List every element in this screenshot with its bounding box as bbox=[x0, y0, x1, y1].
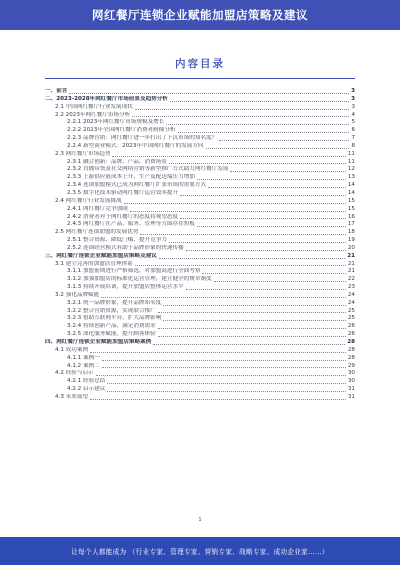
toc-leader-dots bbox=[159, 257, 345, 259]
toc-entry-page: 28 bbox=[347, 354, 355, 361]
toc-entry-page: 3 bbox=[351, 88, 355, 94]
toc-entry[interactable] bbox=[45, 119, 355, 127]
toc-entry-label: 2.4 网红餐厅行业发展挑战 bbox=[55, 197, 122, 204]
toc-entry-page: 3 bbox=[351, 103, 355, 110]
toc-entry[interactable] bbox=[45, 331, 355, 339]
toc-entry-page: 16 bbox=[347, 213, 355, 220]
toc-entry-page: 21 bbox=[347, 260, 355, 267]
toc-entry-label: 2.2.1 2023年网红餐厅市场规模及增长 bbox=[67, 119, 165, 126]
toc-entry[interactable] bbox=[45, 127, 355, 135]
toc-entry-page: 21 bbox=[347, 268, 355, 275]
document-title: 网红餐厅连锁企业赋能加盟店策略及建议 bbox=[92, 8, 308, 22]
toc-entry-page: 30 bbox=[347, 378, 355, 385]
toc-leader-dots bbox=[107, 382, 345, 384]
toc-entry[interactable] bbox=[45, 88, 355, 96]
toc-entry[interactable] bbox=[45, 143, 355, 151]
toc-leader-dots bbox=[180, 217, 346, 219]
table-of-contents bbox=[45, 88, 355, 402]
toc-leader-dots bbox=[102, 366, 346, 368]
toc-entry-label: 3.2.4 持续创新产品，满足消费需求 bbox=[67, 323, 156, 330]
toc-entry[interactable] bbox=[45, 237, 355, 245]
toc-entry[interactable] bbox=[45, 159, 355, 167]
toc-entry-label: 4.2.1 经验总结 bbox=[67, 378, 106, 385]
toc-leader-dots bbox=[158, 311, 346, 313]
toc-entry-label: 2.3.4 连锁加盟模式已成为网红餐厅扩张市场的重要方式 bbox=[67, 182, 207, 189]
toc-entry[interactable] bbox=[45, 378, 355, 386]
toc-entry-label: 4.3 未来展望 bbox=[55, 393, 89, 400]
toc-entry-page: 25 bbox=[347, 315, 355, 322]
toc-entry-page: 8 bbox=[351, 142, 355, 149]
toc-leader-dots bbox=[69, 92, 349, 94]
toc-leader-dots bbox=[96, 374, 346, 376]
toc-entry[interactable] bbox=[45, 347, 355, 355]
toc-entry-page: 5 bbox=[351, 119, 355, 126]
toc-leader-dots bbox=[166, 123, 349, 125]
toc-entry[interactable] bbox=[45, 206, 355, 214]
toc-entry-page: 14 bbox=[347, 189, 355, 196]
toc-entry-label: 4.1.2 案例二 bbox=[67, 362, 100, 369]
toc-leader-dots bbox=[206, 147, 350, 149]
toc-entry-label: 2.3.3 上游供应链成本上升、生产及配送端压力增加 bbox=[67, 174, 195, 181]
toc-entry-page: 17 bbox=[347, 221, 355, 228]
footer-banner bbox=[0, 537, 400, 565]
toc-entry[interactable] bbox=[45, 268, 355, 276]
toc-entry[interactable] bbox=[45, 300, 355, 308]
toc-entry[interactable] bbox=[45, 174, 355, 182]
toc-entry-page: 15 bbox=[347, 197, 355, 204]
toc-leader-dots bbox=[158, 335, 346, 337]
toc-heading: 内容目录 bbox=[175, 58, 225, 70]
toc-entry-page: 12 bbox=[347, 166, 355, 173]
toc-entry-label: 3.2 强化品牌赋能 bbox=[55, 291, 100, 298]
toc-leader-dots bbox=[197, 225, 346, 227]
toc-entry-label: 2.3.2 直播带货及社交网络营销等新型推广方式助力网红餐厅发展 bbox=[67, 166, 229, 173]
toc-entry-label: 4.1.1 案例一 bbox=[67, 354, 100, 361]
toc-entry-label: 2.4.3 网红餐厅在产品、服务、管理等方面存在短板 bbox=[67, 221, 195, 228]
toc-entry[interactable] bbox=[45, 151, 355, 159]
toc-entry-label: 一、前言 bbox=[45, 88, 68, 94]
toc-entry[interactable] bbox=[45, 284, 355, 292]
toc-entry[interactable] bbox=[45, 355, 355, 363]
toc-entry-page: 28 bbox=[347, 339, 355, 345]
toc-leader-dots bbox=[208, 186, 346, 188]
toc-entry-label: 4.1 成功案例 bbox=[55, 346, 89, 353]
toc-entry-page: 28 bbox=[347, 346, 355, 353]
toc-entry-page: 4 bbox=[351, 111, 355, 118]
toc-entry-page: 11 bbox=[347, 150, 355, 157]
toc-entry-page: 31 bbox=[347, 393, 355, 400]
toc-entry-page: 24 bbox=[347, 299, 355, 306]
toc-entry[interactable] bbox=[45, 370, 355, 378]
toc-entry[interactable] bbox=[45, 214, 355, 222]
toc-entry[interactable] bbox=[45, 221, 355, 229]
toc-entry-label: 3.2.3 借助互联网平台，扩大品牌影响 bbox=[67, 315, 162, 322]
toc-leader-dots bbox=[102, 359, 346, 361]
toc-entry[interactable] bbox=[45, 112, 355, 120]
toc-leader-dots bbox=[132, 115, 349, 117]
toc-leader-dots bbox=[90, 398, 346, 400]
toc-entry[interactable] bbox=[45, 363, 355, 371]
toc-entry-label: 2.3.5 数字化技术驱动网红餐厅运营效率提升 bbox=[67, 189, 179, 196]
toc-entry-label: 2.4.1 网红餐厅竞争加剧 bbox=[67, 205, 128, 212]
toc-entry-page: 21 bbox=[347, 252, 355, 259]
toc-entry[interactable] bbox=[45, 315, 355, 323]
toc-entry[interactable] bbox=[45, 245, 355, 253]
toc-entry-label: 2.4.2 消费者对于网红餐厅的态度持观望态度 bbox=[67, 213, 179, 220]
toc-leader-dots bbox=[135, 264, 346, 266]
page-number: 1 bbox=[198, 517, 202, 523]
toc-entry[interactable] bbox=[45, 308, 355, 316]
toc-entry-label: 2.2.2 2023年全国网红餐厅消费者画像分析 bbox=[67, 127, 176, 134]
toc-entry-page: 14 bbox=[347, 182, 355, 189]
toc-entry-label: 3.1.2 加强加盟店的标准化运营管理，建立健全的规章制度 bbox=[67, 276, 212, 283]
toc-entry-label: 2.5.1 整合资源、降低门槛、提升竞争力 bbox=[67, 237, 167, 244]
toc-entry-label: 2.5 网红餐厅连锁加盟的发展优势 bbox=[55, 229, 139, 236]
toc-entry[interactable] bbox=[45, 135, 355, 143]
toc-entry-label: 4.2.2 启示建议 bbox=[67, 386, 106, 393]
toc-leader-dots bbox=[170, 100, 349, 102]
toc-entry-label: 3.2.1 统一品牌形象，提升品牌知名度 bbox=[67, 299, 162, 306]
toc-entry-page: 26 bbox=[347, 323, 355, 330]
toc-entry-page: 15 bbox=[347, 205, 355, 212]
toc-entry[interactable] bbox=[45, 261, 355, 269]
toc-entry-label: 三、网红餐厅连锁企业赋能加盟店策略及建议 bbox=[45, 252, 157, 259]
toc-entry-page: 24 bbox=[347, 291, 355, 298]
toc-leader-dots bbox=[230, 170, 345, 172]
toc-entry-page: 23 bbox=[347, 284, 355, 291]
toc-entry-label: 3.2.5 深化服务赋能，提升顾客体验 bbox=[67, 331, 156, 338]
toc-leader-dots bbox=[178, 131, 350, 133]
toc-entry-page: 11 bbox=[347, 158, 355, 165]
toc-leader-dots bbox=[186, 288, 346, 290]
toc-entry-page: 26 bbox=[347, 331, 355, 338]
toc-entry[interactable] bbox=[45, 182, 355, 190]
toc-entry-label: 四、网红餐厅连锁企业赋能加盟店策略案例 bbox=[45, 339, 152, 345]
toc-leader-dots bbox=[153, 343, 345, 345]
toc-leader-dots bbox=[130, 210, 346, 212]
toc-entry[interactable] bbox=[45, 198, 355, 206]
toc-entry[interactable] bbox=[45, 339, 355, 347]
toc-leader-dots bbox=[90, 351, 346, 353]
toc-entry-label: 3.1 建立完善的加盟店管理体系 bbox=[55, 260, 133, 267]
toc-leader-dots bbox=[140, 233, 345, 235]
toc-entry-page: 7 bbox=[351, 135, 355, 142]
toc-leader-dots bbox=[197, 178, 346, 180]
toc-leader-dots bbox=[124, 202, 346, 204]
toc-divider bbox=[45, 78, 355, 79]
toc-entry[interactable] bbox=[45, 323, 355, 331]
toc-entry[interactable] bbox=[45, 394, 355, 402]
toc-entry-label: 2.3 网红餐厅市场趋势 bbox=[55, 150, 111, 157]
toc-entry-page: 3 bbox=[351, 95, 355, 102]
toc-entry-label: 3.2.2 整合营销资源，实现联合推广 bbox=[67, 307, 156, 314]
toc-leader-dots bbox=[214, 280, 346, 282]
toc-leader-dots bbox=[107, 390, 345, 392]
toc-leader-dots bbox=[163, 319, 346, 321]
toc-leader-dots bbox=[135, 108, 350, 110]
toc-entry[interactable] bbox=[45, 292, 355, 300]
toc-entry[interactable] bbox=[45, 253, 355, 261]
toc-entry-page: 30 bbox=[347, 370, 355, 377]
toc-entry-page: 25 bbox=[347, 307, 355, 314]
toc-entry-label: 2.1 中国网红餐厅行业发展现状 bbox=[55, 103, 133, 110]
toc-entry[interactable] bbox=[45, 276, 355, 284]
toc-entry[interactable] bbox=[45, 96, 355, 104]
toc-leader-dots bbox=[163, 304, 346, 306]
toc-leader-dots bbox=[169, 162, 346, 164]
toc-entry-page: 6 bbox=[351, 127, 355, 134]
toc-entry-page: 20 bbox=[347, 244, 355, 251]
toc-entry-label: 2.3.1 融合创新：品牌、产品、消费场景 bbox=[67, 158, 167, 165]
toc-entry-label: 3.1.1 加盟前期进行严格筛选，对加盟商进行全面考察 bbox=[67, 268, 201, 275]
toc-leader-dots bbox=[219, 139, 349, 141]
document-header-bar bbox=[0, 0, 400, 30]
toc-leader-dots bbox=[186, 249, 346, 251]
toc-entry[interactable] bbox=[45, 190, 355, 198]
toc-entry-page: 29 bbox=[347, 362, 355, 369]
toc-entry-label: 2.2.3 品牌营销：网红餐厅进一步打出了下沉市场的知名度？ bbox=[67, 135, 218, 142]
toc-leader-dots bbox=[202, 272, 345, 274]
toc-entry-label: 3.1.3 持续开展培训，提升加盟店整体运营水平 bbox=[67, 284, 184, 291]
toc-entry[interactable] bbox=[45, 104, 355, 112]
toc-entry-page: 13 bbox=[347, 174, 355, 181]
toc-leader-dots bbox=[169, 241, 346, 243]
toc-leader-dots bbox=[101, 296, 346, 298]
toc-entry-page: 19 bbox=[347, 237, 355, 244]
footer-slogan: 让每个人都能成为 （行业专家、管理专家、营销专家、战略专家、成功企业家……） bbox=[71, 548, 329, 556]
toc-entry-page: 22 bbox=[347, 276, 355, 283]
toc-entry-label: 2.5.2 连锁经营模式有助于品牌形象的快速传播 bbox=[67, 244, 184, 251]
toc-entry-label: 2.2.4 新型商业模式：2023年中国网红餐厅的发展方向 bbox=[67, 142, 204, 149]
toc-entry-label: 4.2 经验与启示 bbox=[55, 370, 94, 377]
toc-entry[interactable] bbox=[45, 229, 355, 237]
toc-entry-page: 31 bbox=[347, 386, 355, 393]
toc-leader-dots bbox=[180, 194, 346, 196]
toc-entry-page: 18 bbox=[347, 229, 355, 236]
toc-entry-label: 2.2 2023年网红餐厅市场分析 bbox=[55, 111, 131, 118]
toc-entry-label: 二、2023-2028年网红餐厅市场前景及趋势分析 bbox=[45, 95, 168, 102]
toc-leader-dots bbox=[158, 327, 346, 329]
toc-entry[interactable] bbox=[45, 166, 355, 174]
toc-leader-dots bbox=[112, 155, 345, 157]
toc-entry[interactable] bbox=[45, 386, 355, 394]
